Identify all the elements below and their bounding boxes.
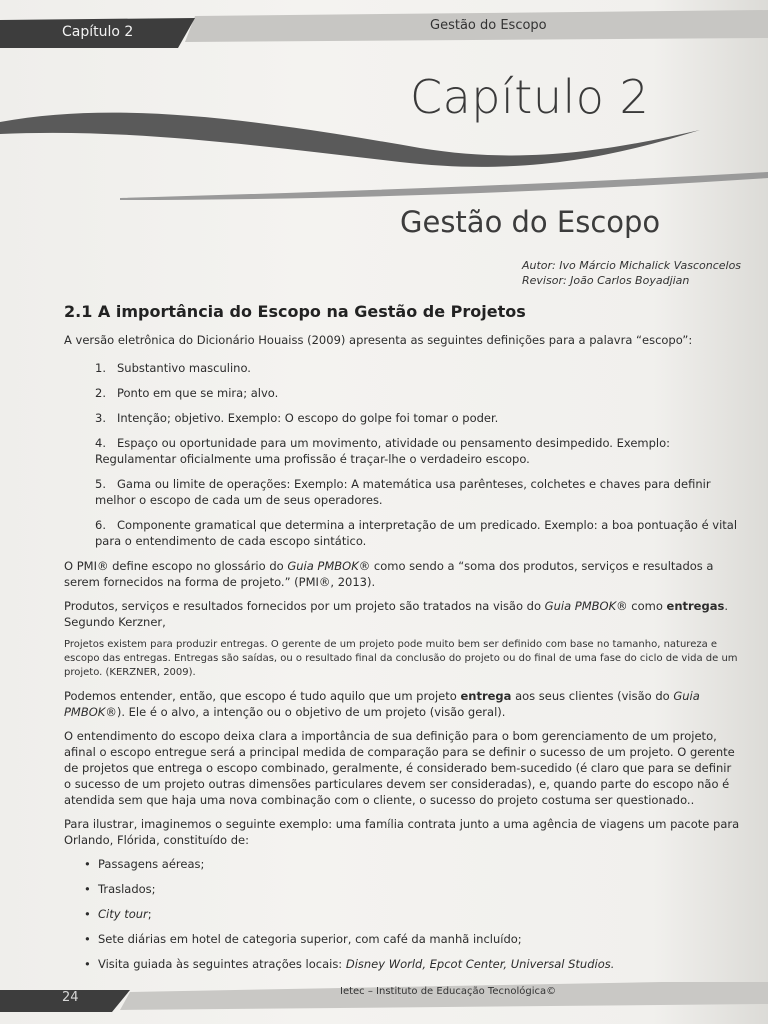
list-item: • Passagens aéreas; xyxy=(86,856,740,872)
list-item: • City tour; xyxy=(86,906,740,922)
page-number: 24 xyxy=(62,990,79,1005)
list-item: • Visita guiada às seguintes atrações locais: Disney World, Epcot Center, Universal Studios. xyxy=(86,956,740,972)
header-running-title: Gestão do Escopo xyxy=(430,18,547,33)
package-list xyxy=(64,856,740,972)
definition-item: 2. Ponto em que se mira; alvo. xyxy=(95,386,279,400)
clarity-paragraph: O entendimento do escopo deixa clara a importância de sua definição para o bom gerenciamento de um projeto, afinal o escopo entregue será a principal medida de comparação para se definir o sucesso de um projeto. O gerente de projetos que entrega o escopo combinado, geralmente, é considerado bem-sucedido (é claro que para se definir o sucesso de um projeto outras dimensões particulares devem ser consideradas), e, quando parte do escopo não é atendida sem que haja uma nova combinação com o cliente, o sucesso do projeto costuma ser questionado.. xyxy=(64,729,735,807)
chapter-title: Capítulo 2 xyxy=(410,70,650,124)
chapter-subtitle: Gestão do Escopo xyxy=(400,205,661,239)
kerzner-quote: Projetos existem para produzir entregas. O gerente de um projeto pode muito bem ser definido com base no tamanho, natureza e escopo das entregas. Entregas são saídas, ou o resultado final da conclusão do projeto ou do final de uma fase do ciclo de vida de um projeto. (KERZNER, 2009). xyxy=(64,639,738,678)
list-item: • Sete diárias em hotel de categoria superior, com café da manhã incluído; xyxy=(86,931,740,947)
reviewer-line: Revisor: João Carlos Boyadjian xyxy=(522,274,690,287)
definition-item: 1. Substantivo masculino. xyxy=(95,361,251,375)
list-item: • Traslados; xyxy=(86,881,740,897)
pmi-paragraph: O PMI® define escopo no glossário do Guia PMBOK® como sendo a “soma dos produtos, serviços e resultados a serem fornecidos na forma de projeto.” (PMI®, 2013). xyxy=(64,559,714,589)
definition-item: 6. Componente gramatical que determina a interpretação de um predicado. Exemplo: a boa pontuação é vital para o entendimento de cada escopo sintático. xyxy=(95,518,738,548)
body-text xyxy=(64,332,740,981)
definition-item: 3. Intenção; objetivo. Exemplo: O escopo do golpe foi tomar o poder. xyxy=(95,411,499,425)
definition-item: 5. Gama ou limite de operações: Exemplo: A matemática usa parênteses, colchetes e chaves para definir melhor o escopo de cada um de seus operadores. xyxy=(95,477,711,507)
author-block xyxy=(522,258,741,288)
header-chapter-label: Capítulo 2 xyxy=(62,24,134,40)
footer-institute: Ietec – Instituto de Educação Tecnológica© xyxy=(340,986,557,997)
example-paragraph: Para ilustrar, imaginemos o seguinte exemplo: uma família contrata junto a uma agência de viagens um pacote para Orlando, Flórida, constituído de: xyxy=(64,817,740,847)
decorative-swoosh xyxy=(0,100,768,210)
intro-paragraph: A versão eletrônica do Dicionário Houaiss (2009) apresenta as seguintes definições para a palavra “escopo”: xyxy=(64,333,693,347)
products-paragraph: Produtos, serviços e resultados fornecidos por um projeto são tratados na visão do Guia PMBOK® como entregas. Segundo Kerzner, xyxy=(64,599,728,629)
definitions-list xyxy=(64,360,740,549)
definition-item: 4. Espaço ou oportunidade para um movimento, atividade ou pensamento desimpedido. Exemplo: Regulamentar oficialmente uma profissão é traçar-lhe o verdadeiro escopo. xyxy=(95,436,670,466)
understanding-paragraph: Podemos entender, então, que escopo é tudo aquilo que um projeto entrega aos seus clientes (visão do Guia PMBOK®). Ele é o alvo, a intenção ou o objetivo de um projeto (visão geral). xyxy=(64,689,700,719)
author-line: Autor: Ivo Márcio Michalick Vasconcelos xyxy=(522,259,742,272)
section-heading: 2.1 A importância do Escopo na Gestão de Projetos xyxy=(64,302,526,321)
